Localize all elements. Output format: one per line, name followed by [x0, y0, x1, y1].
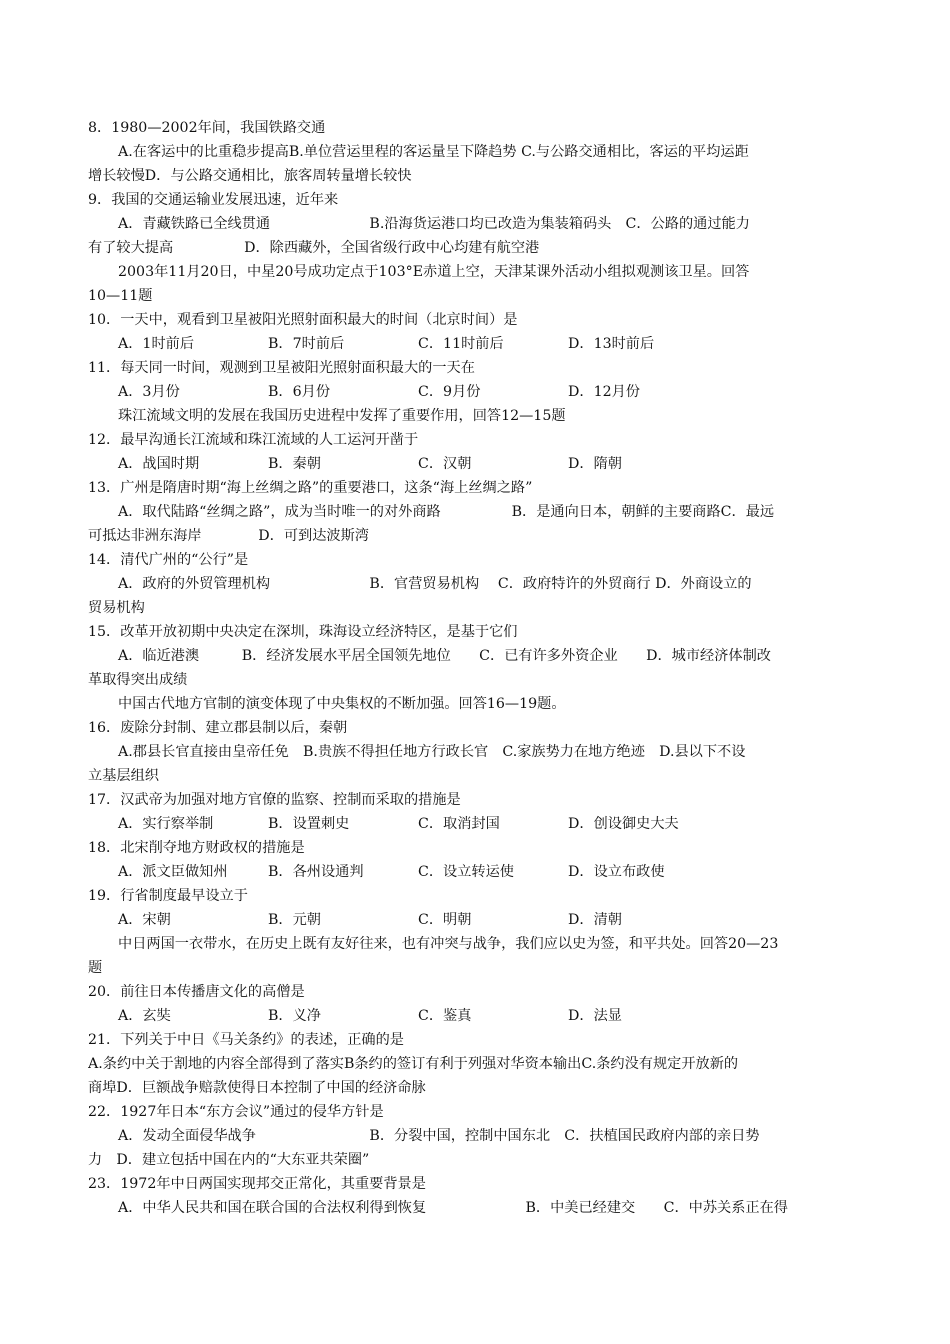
- option-d: D．设立布政使: [568, 864, 665, 880]
- option-c: C．取消封国: [418, 816, 500, 832]
- question-9-stem: 9．我国的交通运输业发展迅速，近年来: [88, 192, 339, 208]
- question-10-options: [88, 332, 864, 356]
- option-d: D．创设御史大夫: [568, 816, 679, 832]
- question-8-options-text: A.在客运中的比重稳步提高B.单位营运里程的客运量呈下降趋势 C.与公路交通相比，客运的平均运距: [118, 144, 749, 160]
- question-8-options-continued: 增长较慢D．与公路交通相比，旅客周转量增长较快: [88, 168, 412, 184]
- question-19-options: [88, 908, 864, 932]
- question-14-options-line-1: A．政府的外贸管理机构 B．官营贸易机构 C．政府特许的外贸商行 D．外商设立的: [118, 576, 752, 592]
- question-14-options-line-2: 贸易机构: [88, 600, 145, 616]
- question-21-options-line-2: 商埠D．巨额战争赔款使得日本控制了中国的经济命脉: [88, 1080, 426, 1096]
- option-c: C．9月份: [418, 384, 481, 400]
- question-13-options-line-1: A．取代陆路“丝绸之路”，成为当时唯一的对外商路 B．是通向日本，朝鲜的主要商路C．最远: [118, 504, 775, 520]
- question-16-stem: 16．废除分封制、建立郡县制以后，秦朝: [88, 720, 348, 736]
- option-d: D．12月份: [568, 384, 640, 400]
- question-15-options-line-1: A．临近港澳 B．经济发展水平居全国领先地位 C．已有许多外资企业 D．城市经济体制改: [118, 648, 771, 664]
- passage-12-15: 珠江流域文明的发展在我国历史进程中发挥了重要作用，回答12—15题: [118, 408, 566, 424]
- question-20-stem: 20．前往日本传播唐文化的高僧是: [88, 984, 305, 1000]
- question-15-stem: 15．改革开放初期中央决定在深圳，珠海设立经济特区，是基于它们: [88, 624, 518, 640]
- question-8-options-line-1: [88, 140, 864, 164]
- option-b: B．7时前后: [268, 336, 345, 352]
- question-23-stem: 23．1972年中日两国实现邦交正常化，其重要背景是: [88, 1176, 426, 1192]
- question-8-stem: 8．1980—2002年间，我国铁路交通: [88, 120, 326, 136]
- option-a: A．派文臣做知州: [118, 864, 228, 880]
- question-15-options-line-2: 革取得突出成绩: [88, 672, 188, 688]
- option-d: D．13时前后: [568, 336, 655, 352]
- option-b: B．6月份: [268, 384, 331, 400]
- option-c: C．鉴真: [418, 1008, 472, 1024]
- question-16-options-line-1: A.郡县长官直接由皇帝任免 B.贵族不得担任地方行政长官 C.家族势力在地方绝迹 D.县以下不设: [118, 744, 746, 760]
- option-d: D．法显: [568, 1008, 622, 1024]
- option-d: D．清朝: [568, 912, 622, 928]
- question-17-options: [88, 812, 864, 836]
- question-13-options-line-2: 可抵达非洲东海岸 D．可到达波斯湾: [88, 528, 369, 544]
- option-b: B．义净: [268, 1008, 321, 1024]
- question-9-options-line-2: 有了较大提高 D．除西藏外，全国省级行政中心均建有航空港: [88, 240, 540, 256]
- option-c: C．明朝: [418, 912, 472, 928]
- option-d: D．隋朝: [568, 456, 622, 472]
- option-c: C．11时前后: [418, 336, 504, 352]
- question-22-options-line-1: A．发动全面侵华战争 B．分裂中国，控制中国东北 C．扶植国民政府内部的亲日势: [118, 1128, 760, 1144]
- option-a: A．1时前后: [118, 336, 195, 352]
- question-23-options-line-1: A．中华人民共和国在联合国的合法权利得到恢复 B．中美已经建交 C．中苏关系正在得: [118, 1200, 788, 1216]
- option-c: C．设立转运使: [418, 864, 514, 880]
- question-21-stem: 21．下列关于中日《马关条约》的表述，正确的是: [88, 1032, 404, 1048]
- question-21-options-line-1: A.条约中关于割地的内容全部得到了落实B条约的签订有利于列强对华资本输出C.条约没有规定开放新的: [88, 1056, 739, 1072]
- passage-16-19: 中国古代地方官制的演变体现了中央集权的不断加强。回答16—19题。: [118, 696, 566, 712]
- question-19-stem: 19．行省制度最早设立于: [88, 888, 248, 904]
- question-14-stem: 14．清代广州的“公行”是: [88, 552, 249, 568]
- exam-page: [88, 116, 864, 1220]
- passage-10-11-continued: 10—11题: [88, 288, 153, 304]
- option-b: B．设置刺史: [268, 816, 350, 832]
- option-a: A．3月份: [118, 384, 180, 400]
- question-12-options: [88, 452, 864, 476]
- question-18-options: [88, 860, 864, 884]
- option-a: A．实行察举制: [118, 816, 214, 832]
- question-18-stem: 18．北宋削夺地方财政权的措施是: [88, 840, 305, 856]
- passage-20-23: 中日两国一衣带水，在历史上既有友好往来，也有冲突与战争，我们应以史为签，和平共处。回答20—23: [118, 936, 779, 952]
- passage-10-11: 2003年11月20日，中星20号成功定点于103°E赤道上空，天津某课外活动小组拟观测该卫星。回答: [118, 264, 750, 280]
- option-a: A．宋朝: [118, 912, 171, 928]
- question-12-stem: 12．最早沟通长江流域和珠江流域的人工运河开凿于: [88, 432, 419, 448]
- question-13-stem: 13．广州是隋唐时期“海上丝绸之路”的重要港口，这条“海上丝绸之路”: [88, 480, 533, 496]
- question-22-options-line-2: 力 D．建立包括中国在内的“大东亚共荣圈”: [88, 1152, 370, 1168]
- question-8-options-line-2: [88, 164, 864, 188]
- option-b: B．秦朝: [268, 456, 321, 472]
- question-10-stem: 10．一天中，观看到卫星被阳光照射面积最大的时间（北京时间）是: [88, 312, 518, 328]
- passage-20-23-continued: 题: [88, 960, 103, 976]
- option-a: A．战国时期: [118, 456, 200, 472]
- question-9-options-line-1: A．青藏铁路已全线贯通 B.沿海货运港口均已改造为集装箱码头 C．公路的通过能力: [118, 216, 750, 232]
- option-b: B．各州设通判: [268, 864, 364, 880]
- question-16-options-line-2: 立基层组织: [88, 768, 159, 784]
- option-a: A．玄奘: [118, 1008, 171, 1024]
- option-b: B．元朝: [268, 912, 321, 928]
- question-20-options: [88, 1004, 864, 1028]
- question-11-options: [88, 380, 864, 404]
- question-11-stem: 11．每天同一时间，观测到卫星被阳光照射面积最大的一天在: [88, 360, 475, 376]
- option-c: C．汉朝: [418, 456, 472, 472]
- question-22-stem: 22．1927年日本“东方会议”通过的侵华方针是: [88, 1104, 384, 1120]
- question-17-stem: 17．汉武帝为加强对地方官僚的监察、控制而采取的措施是: [88, 792, 461, 808]
